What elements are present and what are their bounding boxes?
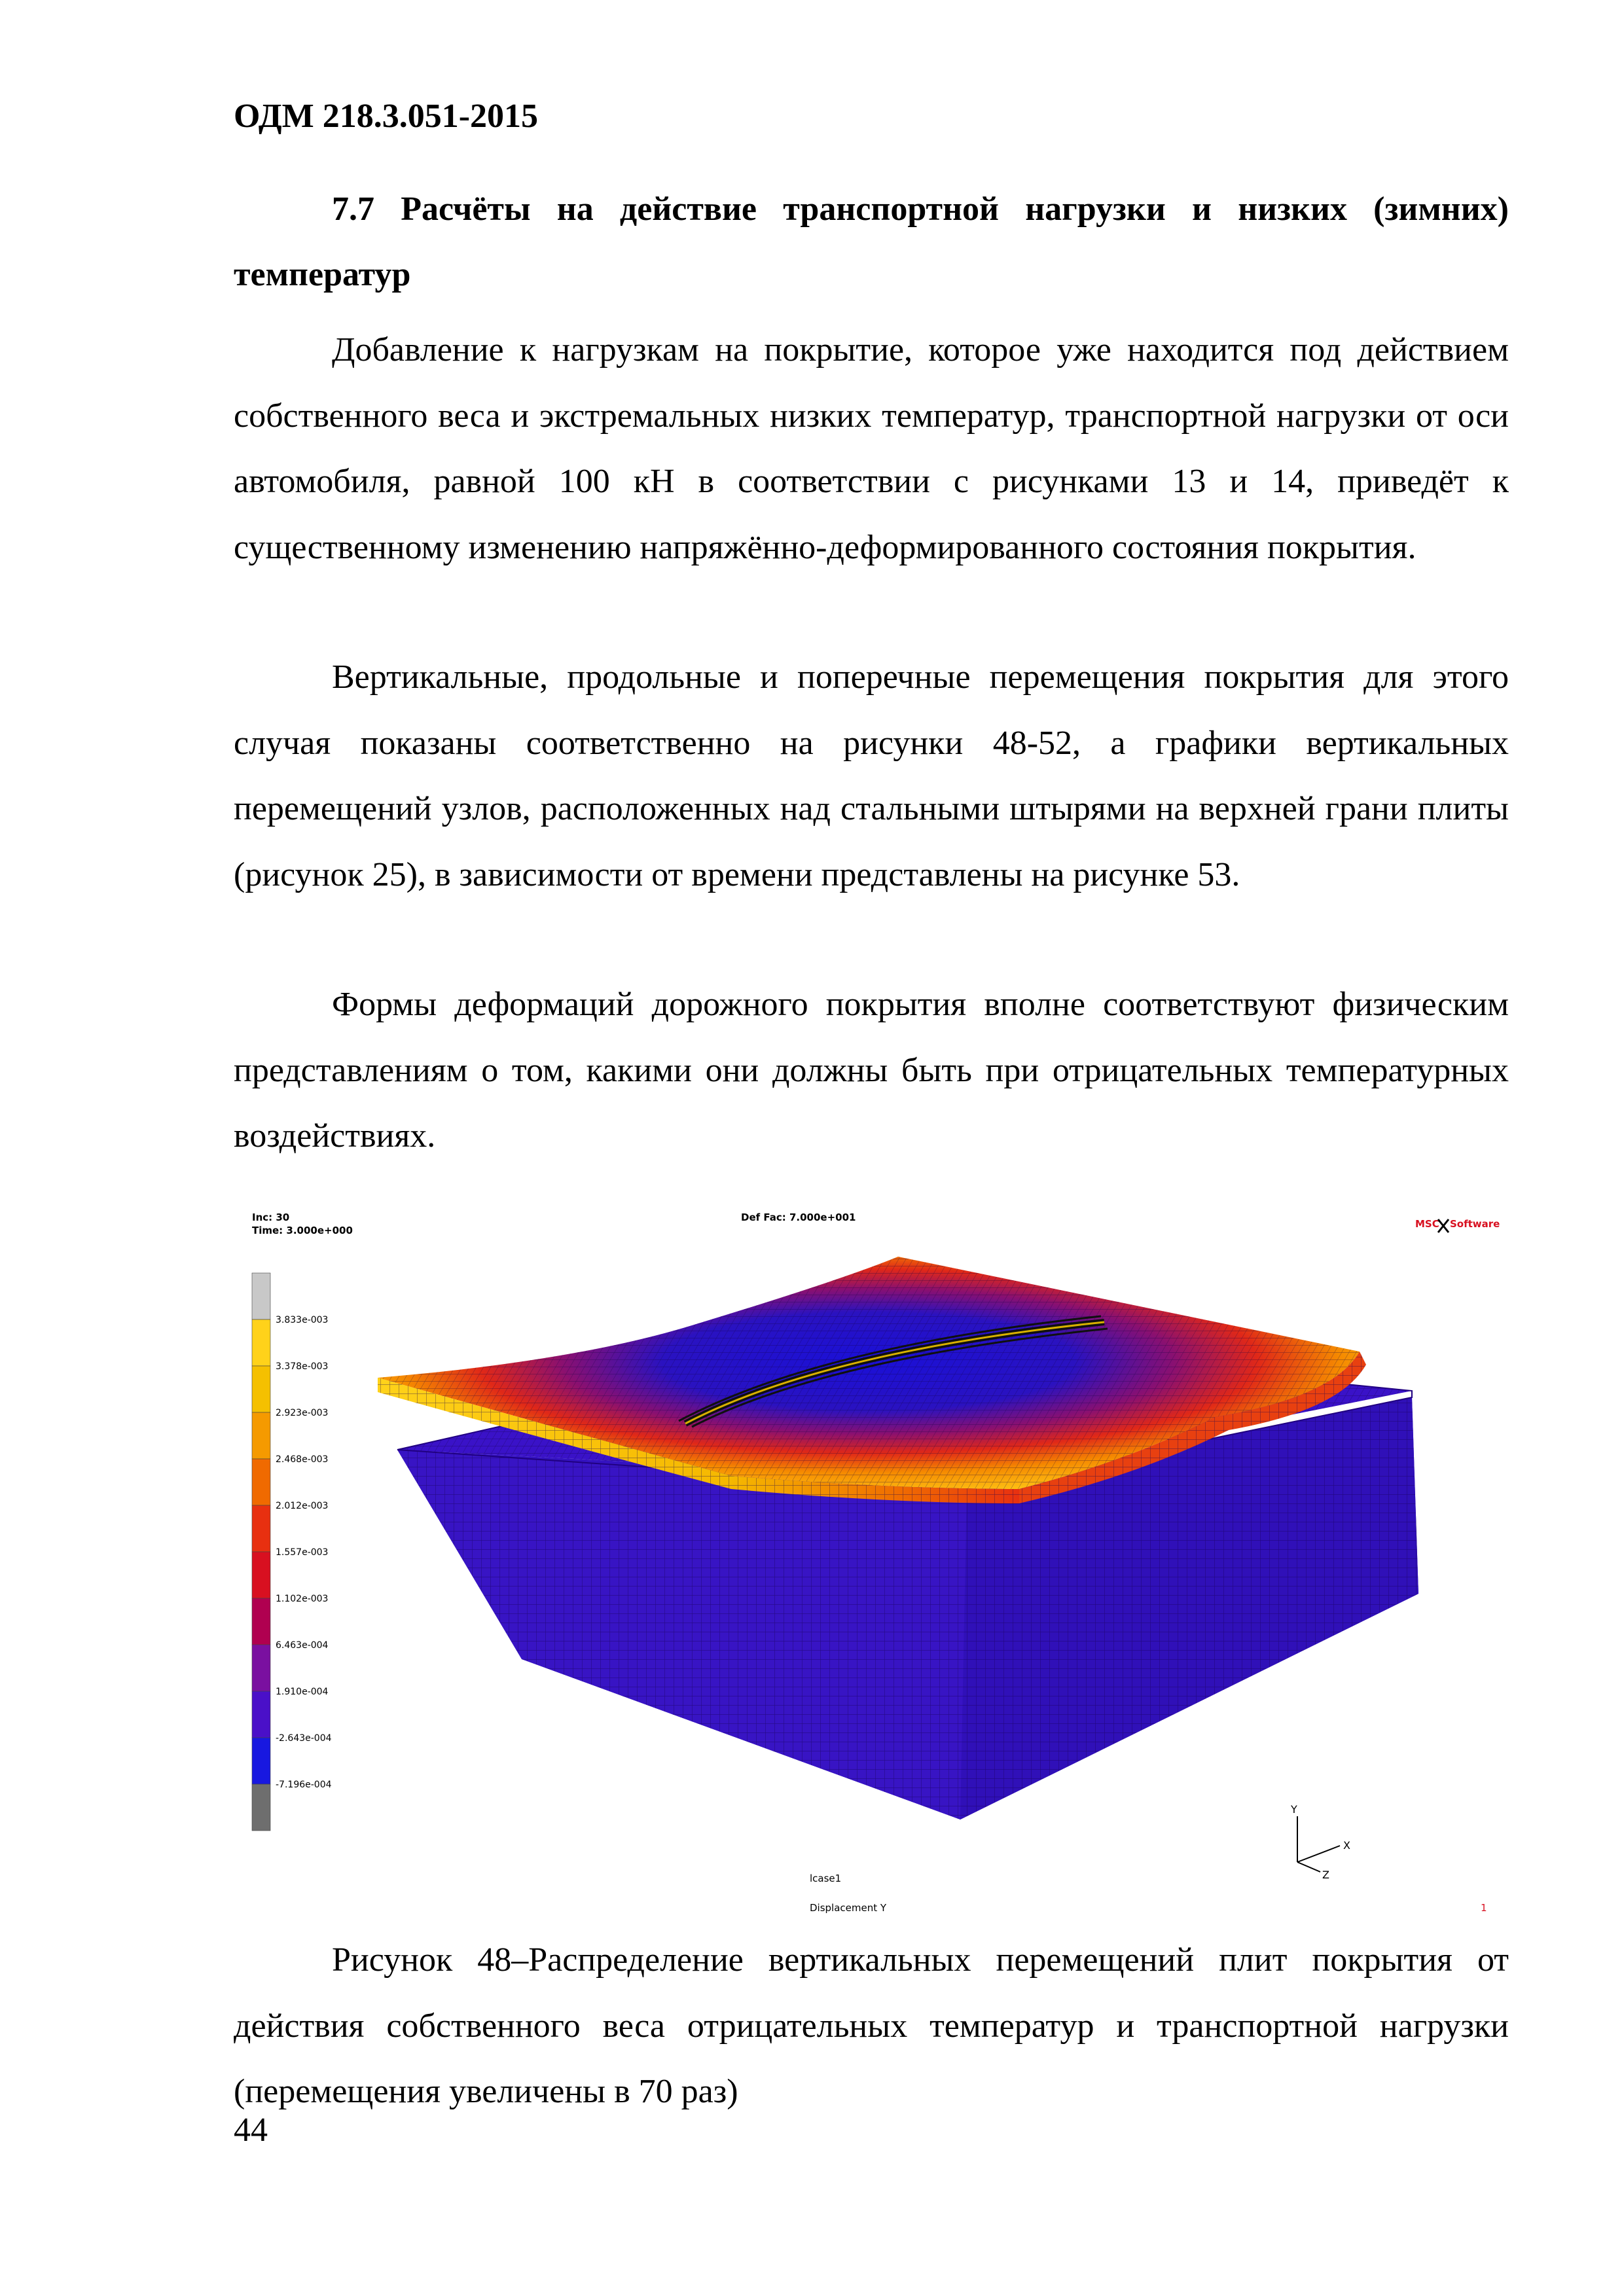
legend-value: 1.102e-003 — [276, 1594, 329, 1604]
load-case-label: lcase1 — [810, 1873, 842, 1884]
legend-swatch — [252, 1459, 270, 1505]
legend-value: 1.910e-004 — [276, 1687, 329, 1697]
frame-number-label: 1 — [1481, 1902, 1487, 1914]
legend-value: 2.468e-003 — [276, 1454, 329, 1465]
legend-swatch — [252, 1412, 270, 1459]
legend-value: 6.463e-004 — [276, 1640, 329, 1651]
msc-logo-right: Software — [1450, 1218, 1500, 1230]
legend-swatch — [252, 1366, 270, 1412]
document-code: ОДМ 218.3.051-2015 — [234, 98, 539, 135]
legend-swatch — [252, 1505, 270, 1552]
legend-value: 3.833e-003 — [276, 1315, 329, 1325]
axis-z-label: Z — [1322, 1869, 1329, 1881]
paragraph-1: Добавление к нагрузкам на покрытие, которое уже находится под действием собственного веса и экстремальных низких температур, транспортной нагрузки от оси автомобиля, равной 100 кН в соответствии с рисунками 13 и 14, приведёт к существенному изменению напряжённо-деформированного состояния покрытия. — [234, 331, 1509, 566]
legend-value: 1.557e-003 — [276, 1547, 329, 1558]
figure-caption: Рисунок 48–Распределение вертикальных перемещений плит покрытия от действия собственного веса отрицательных температур и транспортной нагрузки (перемещения увеличены в 70 раз) — [234, 1941, 1509, 2110]
axis-x-label: X — [1343, 1839, 1350, 1852]
legend-swatch — [252, 1645, 270, 1691]
time-label: Time: 3.000e+000 — [252, 1225, 353, 1236]
legend-value: -2.643e-004 — [276, 1733, 332, 1744]
legend-swatch — [252, 1738, 270, 1784]
legend-value: -7.196e-004 — [276, 1780, 332, 1790]
fem-displacement-figure — [234, 1201, 1510, 1921]
coordinate-axes-icon — [1297, 1816, 1340, 1872]
msc-logo-left: MSC — [1415, 1218, 1439, 1230]
legend-value: 2.923e-003 — [276, 1408, 329, 1418]
legend-swatch — [252, 1273, 270, 1319]
paragraph-2: Вертикальные, продольные и поперечные перемещения покрытия для этого случая показаны соответственно на рисунки 48-52, а графики вертикальных перемещений узлов, расположенных над стальными штырями на верхней грани плиты (рисунок 25), в зависимости от времени представлены на рисунке 53. — [234, 658, 1509, 893]
section-heading: 7.7 Расчёты на действие транспортной нагрузки и низких (зимних) температур — [234, 190, 1509, 293]
legend-swatch — [252, 1691, 270, 1738]
legend-value-labels — [276, 1315, 332, 1790]
axis-y-label: Y — [1291, 1803, 1297, 1816]
legend-color-bar — [252, 1273, 270, 1831]
legend-swatch — [252, 1784, 270, 1831]
msc-logo-x-icon — [1438, 1219, 1449, 1232]
increment-label: Inc: 30 — [252, 1211, 290, 1223]
legend-value: 3.378e-003 — [276, 1361, 329, 1372]
legend-swatch — [252, 1552, 270, 1598]
page-number: 44 — [234, 2111, 268, 2149]
legend-swatch — [252, 1598, 270, 1645]
legend-swatch — [252, 1319, 270, 1366]
deformation-factor-label: Def Fac: 7.000e+001 — [741, 1211, 856, 1223]
legend-value: 2.012e-003 — [276, 1501, 329, 1511]
result-type-label: Displacement Y — [810, 1902, 887, 1914]
paragraph-3: Формы деформаций дорожного покрытия вполне соответствуют физическим представлениям о том, какими они должны быть при отрицательных температурных воздействиях. — [234, 986, 1509, 1155]
